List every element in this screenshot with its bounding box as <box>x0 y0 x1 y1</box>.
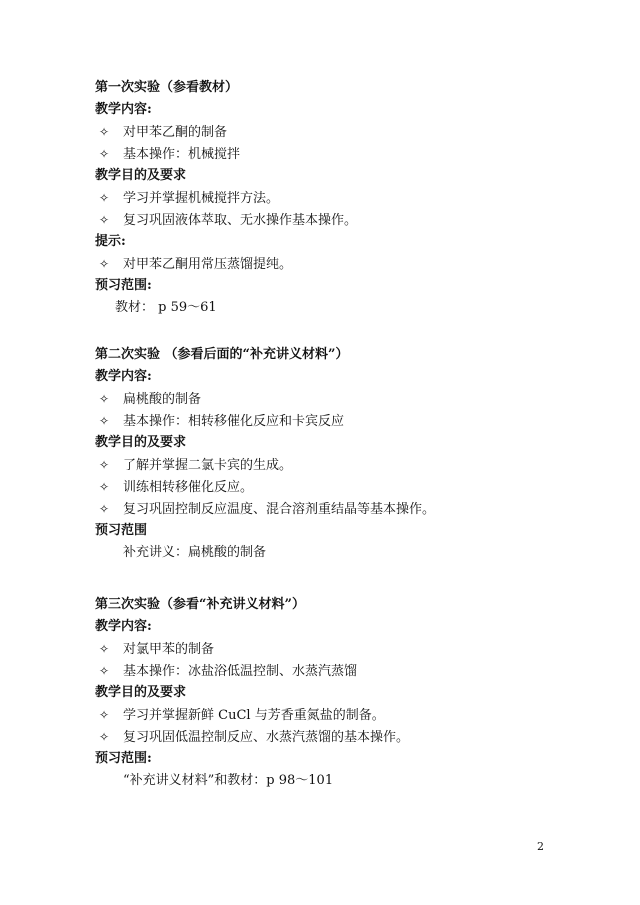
bullet-icon: ✧ <box>99 213 110 227</box>
list-item: ✧ 扁桃酸的制备 <box>99 392 202 407</box>
preview-heading: 预习范围 <box>95 523 148 538</box>
content-heading: 教学内容: <box>95 619 152 634</box>
list-item: ✧ 基本操作：冰盐浴低温控制、水蒸汽蒸馏 <box>99 664 358 679</box>
bullet-icon: ✧ <box>99 147 110 161</box>
bullet-icon: ✧ <box>99 191 110 205</box>
preview-text: 补充讲义：扁桃酸的制备 <box>123 545 267 560</box>
bullet-icon: ✧ <box>99 502 110 516</box>
list-item: ✧ 对甲苯乙酮的制备 <box>99 125 228 140</box>
list-item: ✧ 复习巩固控制反应温度、混合溶剂重结晶等基本操作。 <box>99 502 436 517</box>
content-heading: 教学内容: <box>95 102 152 117</box>
bullet-icon: ✧ <box>99 125 110 139</box>
goals-heading: 教学目的及要求 <box>95 685 187 700</box>
content-heading: 教学内容: <box>95 369 152 384</box>
experiment-title: 第三次实验（参看“补充讲义材料”） <box>95 597 305 612</box>
list-item: ✧ 复习巩固低温控制反应、水蒸汽蒸馏的基本操作。 <box>99 730 410 745</box>
list-item: ✧ 基本操作：机械搅拌 <box>99 147 241 162</box>
list-item: ✧ 对氯甲苯的制备 <box>99 642 215 657</box>
bullet-icon: ✧ <box>99 392 110 406</box>
experiment-title: 第二次实验 （参看后面的“补充讲义材料”） <box>95 347 349 362</box>
list-item: ✧ 对甲苯乙酮用常压蒸馏提纯。 <box>99 257 293 272</box>
list-item: ✧ 复习巩固液体萃取、无水操作基本操作。 <box>99 213 358 228</box>
list-item: ✧ 了解并掌握二氯卡宾的生成。 <box>99 458 293 473</box>
tips-heading: 提示: <box>95 234 126 249</box>
bullet-icon: ✧ <box>99 414 110 428</box>
experiment-title: 第一次实验（参看教材） <box>95 80 239 95</box>
bullet-icon: ✧ <box>99 708 110 722</box>
bullet-icon: ✧ <box>99 480 110 494</box>
preview-text: “补充讲义材料”和教材：p 98～101 <box>123 773 334 788</box>
preview-heading: 预习范围: <box>95 751 152 766</box>
preview-heading: 预习范围: <box>95 278 152 293</box>
bullet-icon: ✧ <box>99 730 110 744</box>
bullet-icon: ✧ <box>99 257 110 271</box>
list-item: ✧ 基本操作：相转移催化反应和卡宾反应 <box>99 414 345 429</box>
preview-text: 教材： p 59～61 <box>115 300 217 315</box>
goals-heading: 教学目的及要求 <box>95 435 187 450</box>
page-number: 2 <box>537 840 544 853</box>
list-item: ✧ 学习并掌握新鲜 CuCl 与芳香重氮盐的制备。 <box>99 708 385 723</box>
goals-heading: 教学目的及要求 <box>95 168 187 183</box>
bullet-icon: ✧ <box>99 664 110 678</box>
list-item: ✧ 训练相转移催化反应。 <box>99 480 254 495</box>
bullet-icon: ✧ <box>99 642 110 656</box>
bullet-icon: ✧ <box>99 458 110 472</box>
list-item: ✧ 学习并掌握机械搅拌方法。 <box>99 191 280 206</box>
